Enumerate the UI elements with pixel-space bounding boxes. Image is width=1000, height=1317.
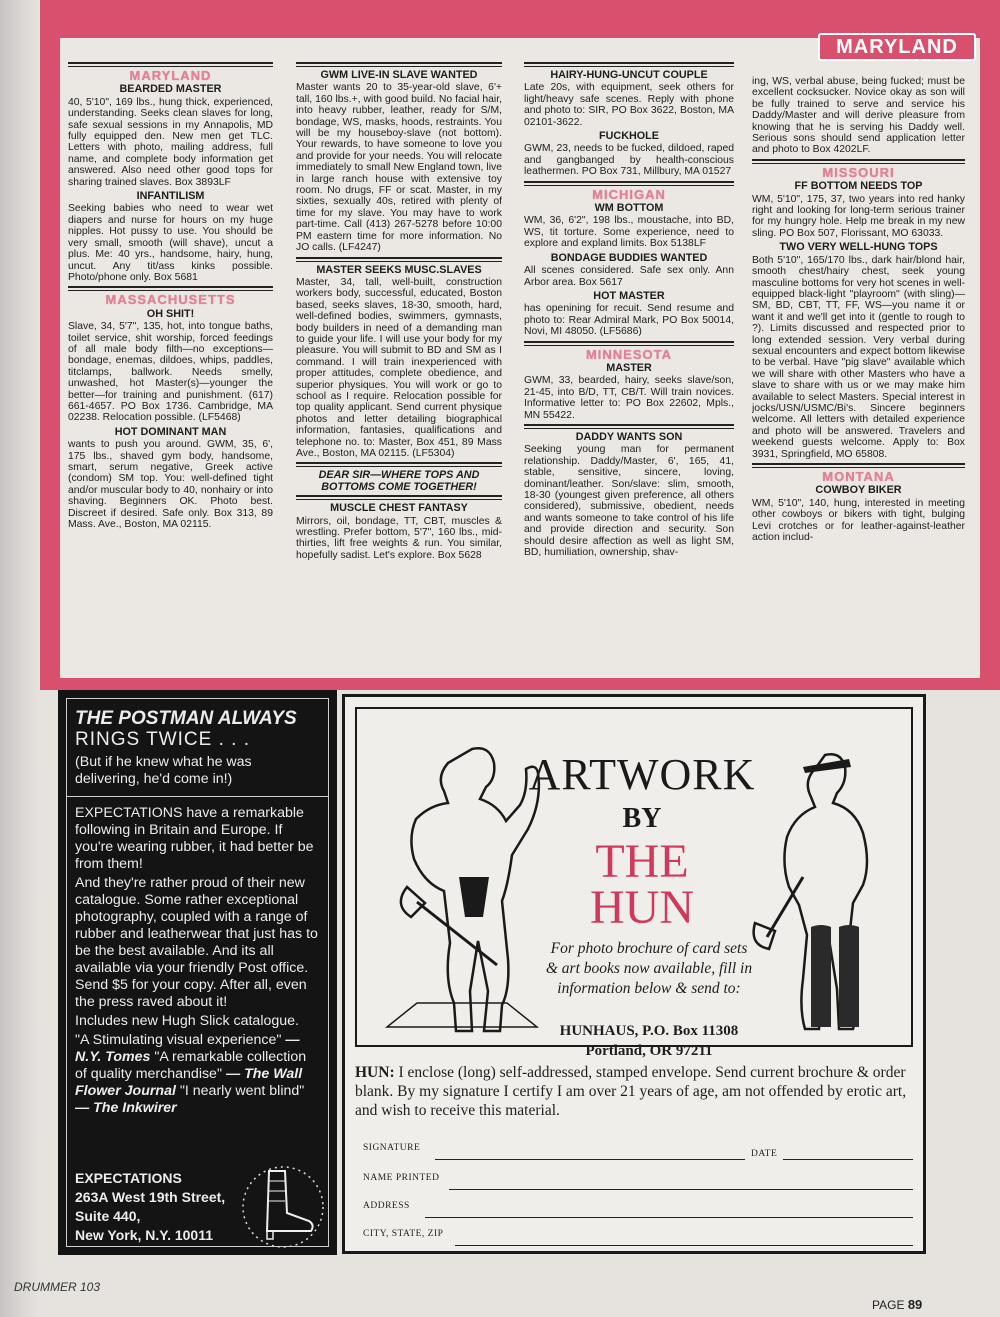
order-body: I enclose (long) self-addressed, stamped envelope. Send current brochure & order blank. By my signature I certify I am over 21 years of age, am not offended by erotic art, and wish to receive this material. [355, 1064, 907, 1119]
magazine-issue: DRUMMER 103 [14, 1280, 101, 1294]
classifieds-column-4 [752, 60, 965, 680]
state-heading: MARYLAND [129, 68, 212, 83]
classifieds-column-1 [68, 60, 273, 680]
ad-body: Mirrors, oil, bondage, TT, CBT, muscles & wrestling. Prefer bottom, 5'7", 160 lbs., mid-thirties, lift free weights & run. You similar, hopefully sadist. Let's explore. Box 5628 [296, 515, 502, 561]
classifieds-column-2 [296, 60, 502, 680]
name-row [363, 1173, 913, 1193]
postman-aside: (But if he knew what he was delivering, he'd come in!) [75, 754, 252, 787]
artwork-ad [342, 694, 926, 1254]
address-field[interactable] [425, 1217, 913, 1218]
ad-title: MUSCLE CHEST FANTASY [330, 502, 468, 515]
quote-source: — The Inkwirer [75, 1100, 177, 1116]
column-rule [524, 341, 734, 346]
address-line: Suite 440, [75, 1208, 141, 1224]
column-rule [524, 181, 734, 186]
ad-title: COWBOY BIKER [815, 484, 902, 497]
ad-body: All scenes considered. Safe sex only. Ann Arbor area. Box 5617 [524, 265, 734, 288]
ad-title: MASTER SEEKS MUSC.SLAVES [316, 263, 482, 276]
ad-title: TWO VERY WELL-HUNG TOPS [779, 241, 938, 254]
address-label: ADDRESS [363, 1201, 410, 1211]
ad-body: Seeking young man for permanent relationship. Daddy/Master, 6', 165, 41, stable, sensitive, sincere, loving, dominant/leather. Son/slave: slim, smooth, 18-30 (youngest given preference, all others considered), submissive, obedient, needs and wants someone to take control of his life and provide direction and security. Son should desire affection as well as light SM, BD, humiliation, ownership, shav- [524, 444, 734, 559]
column-rule [752, 463, 965, 468]
date-field[interactable] [783, 1159, 913, 1160]
ad-title: HAIRY-HUNG-UNCUT COUPLE [550, 69, 708, 81]
quote: "I nearly went blind" [179, 1083, 305, 1099]
page-number [872, 1297, 922, 1312]
state-heading: MISSOURI [822, 164, 895, 180]
postman-ad-frame [66, 698, 329, 1247]
page-num: 89 [907, 1297, 923, 1312]
artwork-hun: HUN [590, 881, 694, 934]
column-rule [296, 462, 502, 467]
pink-frame-right [980, 0, 1000, 690]
postman-ad [58, 690, 337, 1255]
boot-illustration [239, 1161, 327, 1251]
ad-body: wants to push you around. GWM, 35, 6', 175 lbs., shaved gym body, handsome, smart, serum negative, Greek active (condom) SM top. You: well-defined tight and/or muscular body to 40, nonhairy or into shaving. Beginners OK. Photo best. Discreet if desired. Safe only. Box 313, 89 Mass. Ave., Boston, MA 02115. [68, 439, 273, 531]
artwork-by: BY [622, 803, 662, 834]
address-line: HUNHAUS, P.O. Box 11308 [559, 1023, 739, 1039]
city-field[interactable] [455, 1245, 913, 1246]
name-label: NAME PRINTED [363, 1173, 440, 1183]
column-rule [524, 62, 734, 67]
state-heading: MICHIGAN [592, 186, 666, 202]
column-rule [524, 424, 734, 429]
ad-title: GWM LIVE-IN SLAVE WANTED [320, 69, 478, 81]
ad-title: INFANTILISM [136, 190, 205, 203]
artwork-brochure-text: For photo brochure of card sets & art books now available, fill in information below & send to: [545, 940, 753, 997]
address-line: New York, N.Y. 10011 [75, 1227, 214, 1243]
ad-title: OH SHIT! [146, 307, 195, 320]
page-label: PAGE [872, 1298, 905, 1312]
ad-body: Both 5'10", 165/170 lbs., dark hair/blond hair, smooth chest/hairy chest, seek young masculine bottoms for very hot scenes in well-equipped black-light "playroom" (with sling)—SM, BD, CBT, TT, FF, WS—you name it or want it and we'll get into it (gentle to rough to ?). Limits discussed and respected prior to long extended session. Very verbal during sexual encounters and expect bottom likewise to be verbal. Have "pig slave" available which we will share with other Masters who have a slave to share with us or we may make him available to select Masters. Special interest in jocks/USN/USMC/Bi's. Sincere beginners welcome. All letters with detailed experience and photo will be answered. Travelers and weekend guests welcome. Apply to: Box 3931, Springfield, MO 65808. [752, 254, 965, 460]
signature-field[interactable] [435, 1159, 745, 1160]
state-heading: MONTANA [822, 469, 895, 484]
ad-title: HOT MASTER [593, 289, 665, 302]
postman-headline: THE POSTMAN ALWAYS [75, 708, 297, 729]
address-line: Portland, OR 97211 [585, 1043, 713, 1059]
artwork-ad-inner-frame [355, 707, 913, 1059]
ad-title: FF BOTTOM NEEDS TOP [794, 180, 923, 193]
signature-row [363, 1143, 913, 1163]
artwork-title: ARTWORK [528, 750, 756, 799]
ad-body: 40, 5'10", 169 lbs., hung thick, experienced, understanding. Seeks clean slaves for long, safe sexual sessions in my Annapolis, MD fully equipped den. New men get TLC. Letters with photo, mailing address, full name, and complete body information get answered. Also need other good tops for sharing trained slaves. Box 3893LF [68, 96, 273, 188]
order-lead: HUN: [355, 1064, 395, 1081]
address-line: 263A West 19th Street, [75, 1189, 226, 1205]
column-rule [68, 62, 273, 67]
column-rule [752, 159, 965, 164]
order-text [355, 1063, 915, 1120]
column-rule [296, 257, 502, 262]
postman-divider [67, 796, 328, 797]
column-rule [296, 62, 502, 67]
postman-address [75, 1169, 225, 1245]
address-line: EXPECTATIONS [75, 1170, 182, 1186]
postman-paragraph: And they're rather proud of their new catalogue. Some rather exceptional photography, coupled with a range of rubber and leatherwear that just has to be the best available. And its all available via your friendly Post office. Send $5 for your copy. After all, even the press raved about it! [75, 875, 318, 1010]
ad-title: BONDAGE BUDDIES WANTED [550, 251, 708, 264]
address-row [363, 1201, 913, 1221]
binding-shadow [0, 0, 40, 1317]
city-row [363, 1229, 913, 1249]
column-rule [296, 495, 502, 500]
ad-body: GWM, 33, bearded, hairy, seeks slave/son, 21-45, into B/D, TT, CB/T. Will train novices. Informative letter to: PO Box 22602, Mpls., MN 55422. [524, 375, 734, 421]
artwork-the: THE [595, 835, 689, 888]
ad-title: WM BOTTOM [594, 202, 664, 215]
signature-label: SIGNATURE [363, 1143, 421, 1153]
ad-body: WM, 36, 6'2", 198 lbs., moustache, into BD, WS, tit torture. Some experience, need to explore and expland limits. Box 5138LF [524, 215, 734, 250]
ad-title: BEARDED MASTER [119, 83, 222, 96]
ad-title: DADDY WANTS SON [575, 430, 683, 443]
quote: "A remarkable collection of quality merchandise" [75, 1049, 307, 1082]
column-rule [68, 286, 273, 291]
quote-source: — N.Y. Tomes [75, 1032, 300, 1065]
name-field[interactable] [449, 1189, 913, 1190]
postman-quotes [75, 1032, 320, 1117]
ad-body: Master, 34, tall, well-built, construction workers body, successful, educated, Boston based, seeks slaves, 18-30, smooth, hard, well-defined bodies, swimmers, gymnasts, body builders in need of a demanding man to guide your life. I will use your body for my pleasure. You will submit to BD and SM as I command. I will train inexperienced with proper attitudes, complete obedience, and superior physiques. You will work or go to school as I require. Relocation possible for top quality applicant. Send current physique photos and letter detailing biographical information, fantasies, qualifications and telephone no. to: Master, Box 451, 89 Mass Ave., Boston, MA 02115. (LF5304) [296, 276, 502, 459]
date-label: DATE [751, 1149, 778, 1159]
ad-body: ing, WS, verbal abuse, being fucked; must be excellent cocksucker. Novice okay as son will be fully trained to serve and service his Daddy/Master and will derive pleasure from knowing that he is serving his Daddy well. Serious sons should send application letter and photo to Box 4202LF. [752, 76, 965, 156]
postman-paragraph: EXPECTATIONS have a remarkable following in Britain and Europe. If you're wearing rubber, it had better be from them! [75, 805, 314, 872]
quote-source: — The Wall Flower Journal [75, 1066, 303, 1099]
ad-body: Late 20s, with equipment, seek others for light/heavy safe scenes. Reply with phone and photo to: SIR, PO Box 3622, Boston, MA 02101-3622. [524, 82, 734, 128]
postman-subheadline: RINGS TWICE . . . [75, 729, 250, 750]
ad-body: GWM, 23, needs to be fucked, dildoed, raped and gangbanged by health-conscious leathermen. PO Box 731, Millbury, MA 01527 [524, 143, 734, 178]
ad-title: HOT DOMINANT MAN [114, 425, 227, 438]
ad-body: Seeking babies who need to wear wet diapers and nurse for hours on my huge nipples. Hot pussy to use. You should be very small, smooth (will shave), uncut a plus. Me: 40 yrs., handsome, hairy, hung, uncut. Any tit/ass kinks possible. Photo/phone only. Box 5681 [68, 203, 273, 283]
state-heading: MINNESOTA [585, 346, 673, 362]
ad-title: DEAR SIR—WHERE TOPS AND BOTTOMS COME TOGETHER! [318, 469, 480, 493]
ad-body: WM, 5'10", 175, 37, two years into red hanky right and looking for long-term serious trainer for my hungry hole. Help me break in my new sling. PO Box 507, Florissant, MO 63033. [752, 193, 965, 239]
state-tab: MARYLAND [818, 33, 976, 61]
artwork-address [543, 1021, 755, 1061]
state-heading: MASSACHUSETTS [105, 292, 236, 308]
ad-body: WM, 5'10", 140, hung, interested in meeting other cowboys or bikers with tight, bulging Levi crotches or for leather-against-leather action includ- [752, 497, 965, 544]
pink-frame-left [40, 0, 60, 690]
postman-paragraph: Includes new Hugh Slick catalogue. [75, 1013, 299, 1029]
ad-title: FUCKHOLE [599, 130, 659, 143]
warrior-illustration-right [747, 727, 907, 1042]
ad-title: MASTER [606, 361, 652, 374]
ad-body: has openining for recuit. Send resume and photo to: Rear Admiral Mark, PO Box 50014, Novi, MI 48050. (LF5686) [524, 303, 734, 338]
quote: "A Stimulating visual experience" [75, 1032, 282, 1048]
classifieds-column-3 [524, 60, 734, 680]
ad-body: Master wants 20 to 35-year-old slave, 6'+ tall, 160 lbs.+, with good build. No facial hair, into heavy rubber, leather, ready for S/M, bondage, WS, masks, hoods, restraints. You will be my houseboy-slave (not bottom). Your rewards, to have someone to love you and provide for your needs. You will relocate immediately to small New England town, live in large ranch house with extensive toy room. No drugs, FF or scat. Master, in my sixties, sexually 40s, retired with plenty of time for my slave. You may have to work part-time. Call (413) 267-5278 before 10:00 PM eastern time for more information. No JO calls. (LF4247) [296, 82, 502, 254]
ad-body: Slave, 34, 5'7", 135, hot, into tongue baths, toilet service, shit worship, forced feedings of all male body filth—no exceptions—bondage, enemas, dildoes, whips, paddles, titclamps, ballwork. Needs smelly, unwashed, hot Master(s)—younger the better—for training and punishment. (617) 661-4657. PO Box 1736. Cambridge, MA 02238. Relocation possible. (LF5468) [68, 321, 273, 424]
city-label: CITY, STATE, ZIP [363, 1229, 444, 1239]
